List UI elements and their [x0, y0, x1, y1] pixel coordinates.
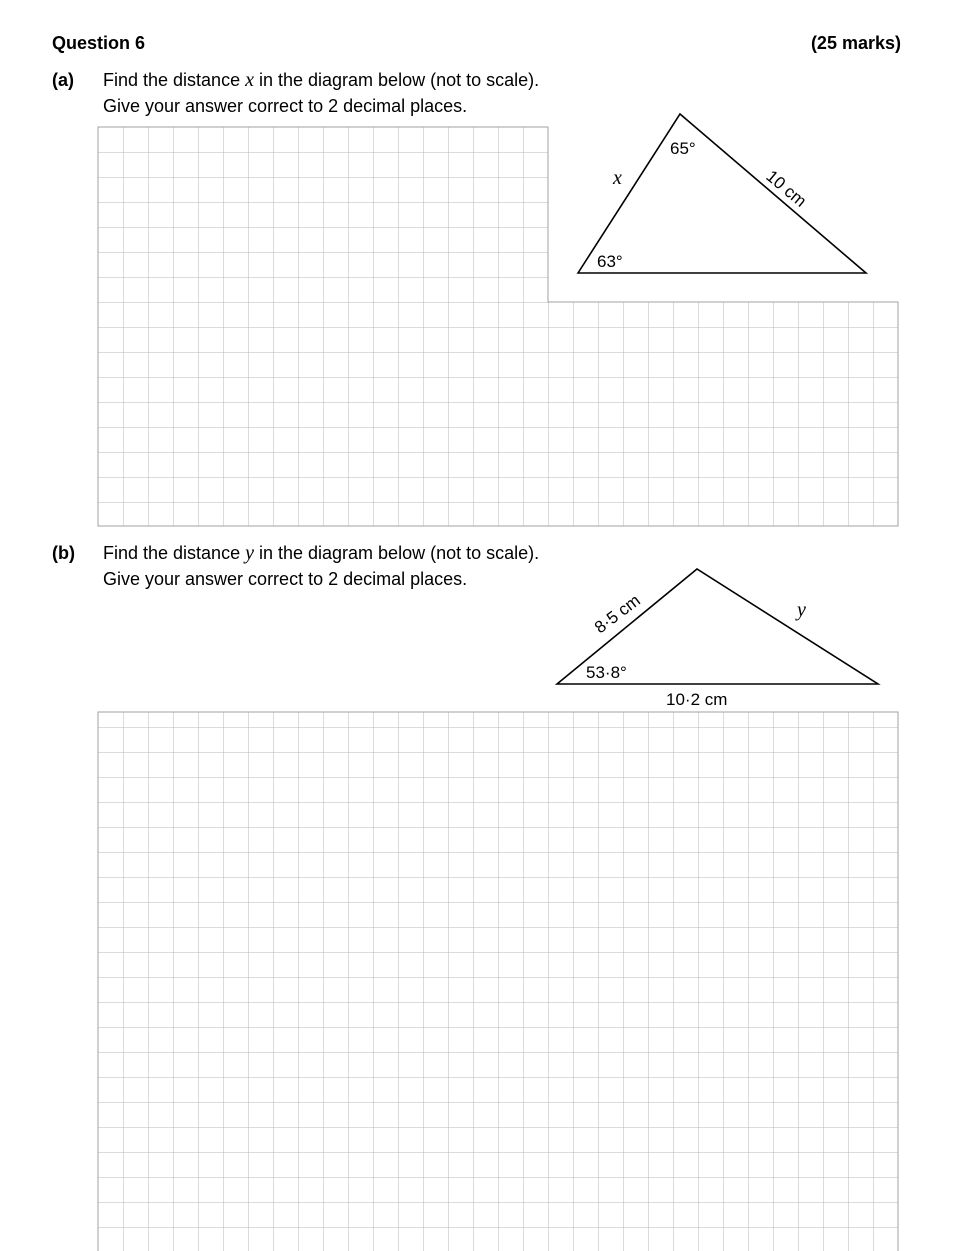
part-b-text-before: Find the distance: [103, 543, 246, 563]
triangle-a-diagram: [578, 114, 866, 273]
triangle-b-left-angle: 53·8°: [586, 663, 627, 682]
part-a-text-after: in the diagram below (not to scale).: [253, 70, 540, 90]
triangle-a-unknown-x: x: [613, 167, 622, 189]
triangle-b-unknown-y: y: [797, 599, 806, 621]
triangle-a-top-angle: 65°: [670, 139, 696, 158]
triangle-a: [578, 114, 866, 273]
part-b-label: (b): [52, 543, 75, 563]
question-title: Question 6: [52, 33, 146, 53]
answer-grid-b[interactable]: [98, 712, 898, 1251]
part-a-label: (a): [52, 70, 74, 90]
triangle-a-left-angle: 63°: [597, 252, 623, 271]
part-a-variable: x: [245, 69, 254, 91]
triangle-b-left-side: 8·5 cm: [590, 590, 644, 638]
triangle-b-diagram: [557, 569, 878, 709]
part-b-variable: y: [245, 542, 254, 564]
part-a-text-before: Find the distance: [103, 70, 246, 90]
question-marks: (25 marks): [810, 33, 901, 53]
triangle-a-side-10cm: 10 cm: [762, 166, 811, 211]
part-b-text-after: in the diagram below (not to scale).: [253, 543, 540, 563]
part-b-line-2: Give your answer correct to 2 decimal places.: [103, 569, 468, 589]
part-a-line-2: Give your answer correct to 2 decimal places.: [103, 96, 468, 116]
triangle-b-base: 10·2 cm: [666, 690, 728, 709]
